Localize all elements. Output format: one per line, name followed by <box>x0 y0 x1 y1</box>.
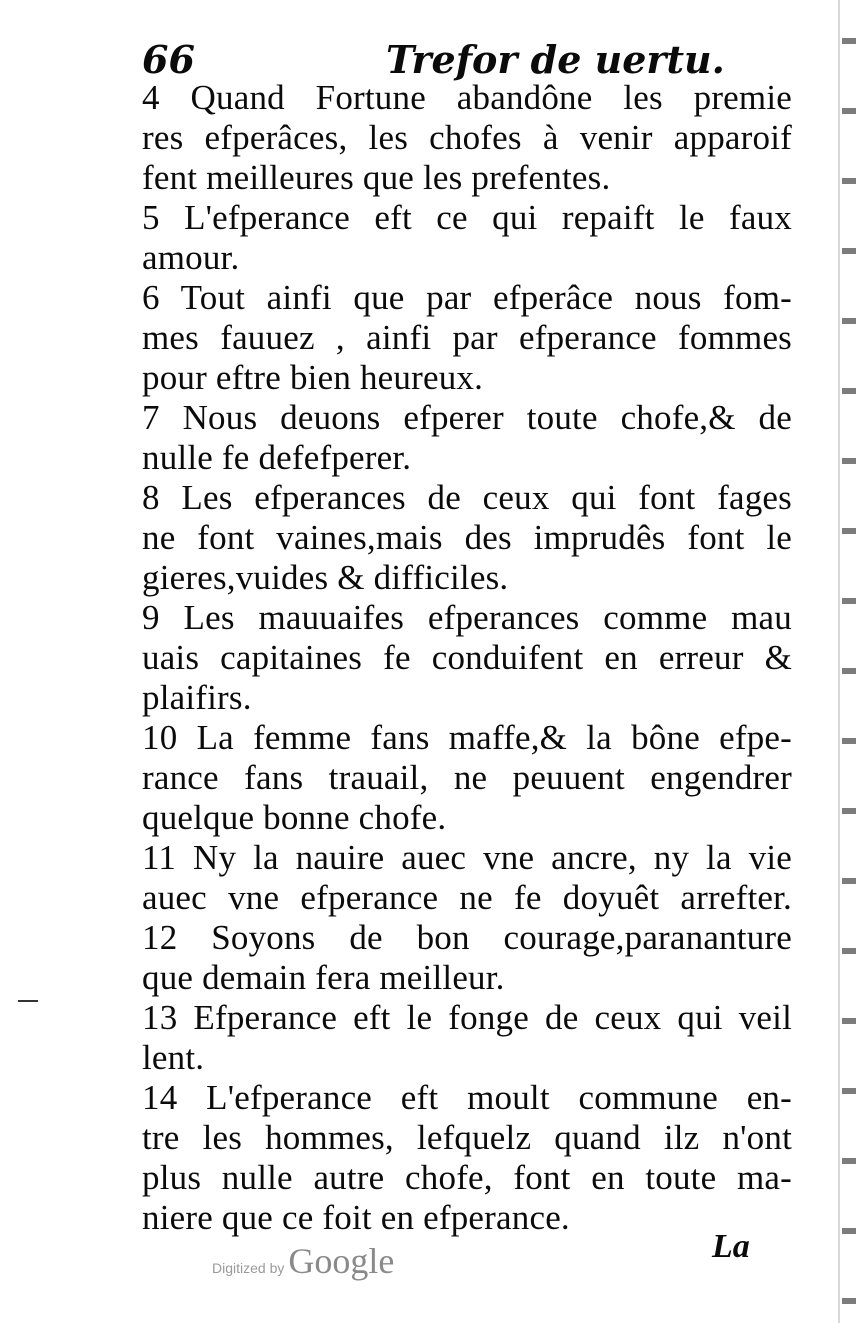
digitized-watermark <box>212 1240 394 1282</box>
text-line: 5 L'efperance eft ce qui repaift le faux <box>142 198 792 237</box>
text-line: 13 Efperance eft le fonge de ceux qui veil <box>142 998 792 1037</box>
text-line: 8 Les efperances de ceux qui font fages <box>142 478 792 517</box>
text-line: 12 Soyons de bon courage,parananture <box>142 918 792 957</box>
text-line: auec vne efperance ne fe doyuêt arrefter. <box>142 878 792 917</box>
text-line: mes fauuez , ainfi par efperance fommes <box>142 318 792 357</box>
text-line: lent. <box>142 1038 205 1077</box>
catchword: La <box>712 1228 750 1265</box>
text-line: pour eftre bien heureux. <box>142 358 484 397</box>
text-line: uais capitaines fe conduifent en erreur & <box>142 638 792 677</box>
text-line: 7 Nous deuons efperer toute chofe,& de <box>142 398 792 437</box>
text-line: 6 Tout ainfi que par efperâce nous fom- <box>142 278 792 317</box>
page-number: 66 <box>142 37 195 82</box>
text-line: nulle fe defefperer. <box>142 438 412 477</box>
text-line: tre les hommes, lefquelz quand ilz n'ont <box>142 1118 792 1157</box>
text-line: fent meilleures que les prefentes. <box>142 158 611 197</box>
text-line: 11 Ny la nauire auec vne ancre, ny la vie <box>142 838 792 877</box>
margin-mark <box>18 1000 38 1002</box>
running-title: Trefor de uertu. <box>386 37 725 82</box>
text-line: plaifirs. <box>142 678 252 717</box>
text-line: 4 Quand Fortune abandône les premie <box>142 78 792 117</box>
binding-edge-line <box>838 0 840 1323</box>
text-line: amour. <box>142 238 240 277</box>
text-line: que demain fera meilleur. <box>142 958 505 997</box>
text-line: plus nulle autre chofe, font en toute ma- <box>142 1158 792 1197</box>
text-line: 9 Les mauuaifes efperances comme mau <box>142 598 792 637</box>
text-line: 14 L'efperance eft moult commune en- <box>142 1078 792 1117</box>
binding-edge <box>842 0 856 1323</box>
text-line: gieres,vuides & difficiles. <box>142 558 509 597</box>
body-text <box>142 78 792 1238</box>
text-line: quelque bonne chofe. <box>142 798 447 837</box>
text-line: ne font vaines,mais des imprudês font le <box>142 518 792 557</box>
text-line: res efperâces, les chofes à venir apparoif <box>142 118 792 157</box>
digitized-brand: Google <box>288 1241 395 1281</box>
text-line: niere que ce foit en efperance. <box>142 1198 570 1237</box>
text-line: rance fans trauail, ne peuuent engendrer <box>142 758 792 797</box>
digitized-prefix: Digitized by <box>212 1260 285 1276</box>
text-line: 10 La femme fans maffe,& la bône efpe- <box>142 718 792 757</box>
